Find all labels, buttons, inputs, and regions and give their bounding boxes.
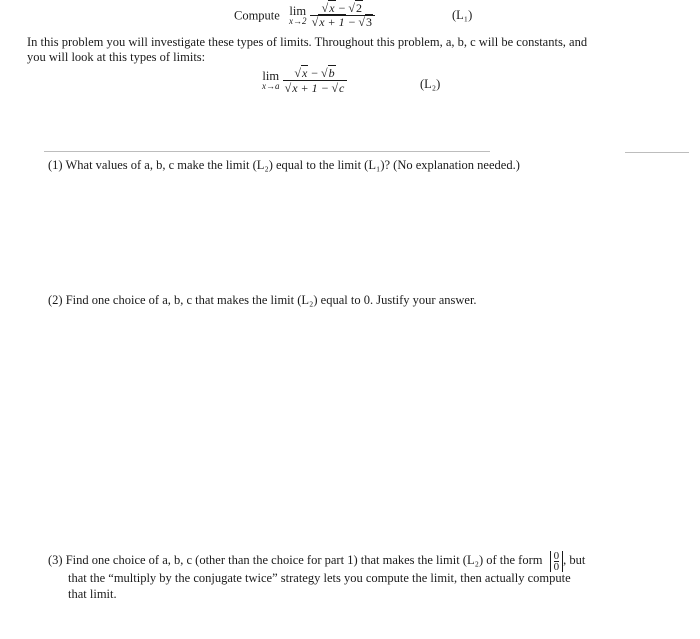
- l2-lim-word: lim: [262, 69, 280, 83]
- intro-line-1: In this problem you will investigate these types of limits. Throughout this problem, a, b, c will be constants, and: [27, 35, 588, 49]
- question-1: (1) What values of a, b, c make the limit (L₂) equal to the limit (L₁)? (No explanation needed.): [48, 158, 520, 172]
- l2-denominator: √x + 1 − √c: [283, 80, 348, 95]
- separator-rule-left: [44, 151, 490, 152]
- l1-tag: (L₁): [452, 8, 473, 22]
- l1-den-op: −: [345, 15, 359, 29]
- l1-denominator: √x + 1 − √3: [310, 15, 375, 29]
- l1-num-radicand-b: 2: [355, 1, 362, 15]
- l1-lim-word: lim: [289, 4, 307, 18]
- intro-line-2: you will look at this types of limits:: [27, 50, 206, 64]
- l1-lim-operator: [289, 5, 307, 26]
- l1-den-radicand-b: 3: [366, 15, 372, 29]
- l1-limit-expression: [234, 2, 375, 32]
- l2-den-radicand-a: x + 1: [292, 81, 318, 95]
- l1-den-radicand-a: x + 1: [319, 15, 345, 29]
- question-3: [48, 550, 688, 602]
- l2-num-op: −: [308, 66, 322, 80]
- l1-num-radicand-a: x: [329, 1, 335, 15]
- bracket-bottom: 0: [553, 560, 560, 573]
- zero-over-zero-form: [550, 551, 564, 572]
- l2-num-radicand-b: b: [328, 66, 335, 80]
- question-3-line-2: that the “multiply by the conjugate twice” strategy lets you compute the limit, then actually compute: [68, 571, 571, 585]
- l2-limit-expression: [262, 66, 347, 95]
- l2-tag: (L₂): [420, 77, 441, 91]
- l1-fraction: [310, 2, 375, 29]
- compute-label: Compute: [234, 8, 280, 23]
- separator-rule-right: [625, 152, 689, 153]
- question-2: (2) Find one choice of a, b, c that makes the limit (L₂) equal to 0. Justify your answer.: [48, 293, 477, 307]
- question-3-line-3: that limit.: [68, 587, 117, 601]
- l1-numerator: √x − √2: [321, 1, 362, 15]
- l2-numerator: √x − √b: [294, 66, 335, 80]
- l2-num-radicand-a: x: [301, 66, 308, 80]
- l2-fraction: [283, 66, 348, 95]
- l2-den-radicand-b: c: [339, 81, 345, 95]
- l1-num-op: −: [335, 1, 349, 15]
- l1-lim-subscript: x→2: [288, 16, 307, 26]
- question-3-line-1: (3) Find one choice of a, b, c (other than the choice for part 1) that makes the limit (L₂) of the form: [48, 553, 543, 567]
- question-3-line-1-end: , but: [563, 553, 586, 567]
- l2-den-op: −: [318, 81, 332, 95]
- bracket-top: 0: [553, 549, 560, 562]
- l2-lim-operator: [262, 70, 280, 91]
- l2-lim-subscript: x→a: [262, 81, 280, 91]
